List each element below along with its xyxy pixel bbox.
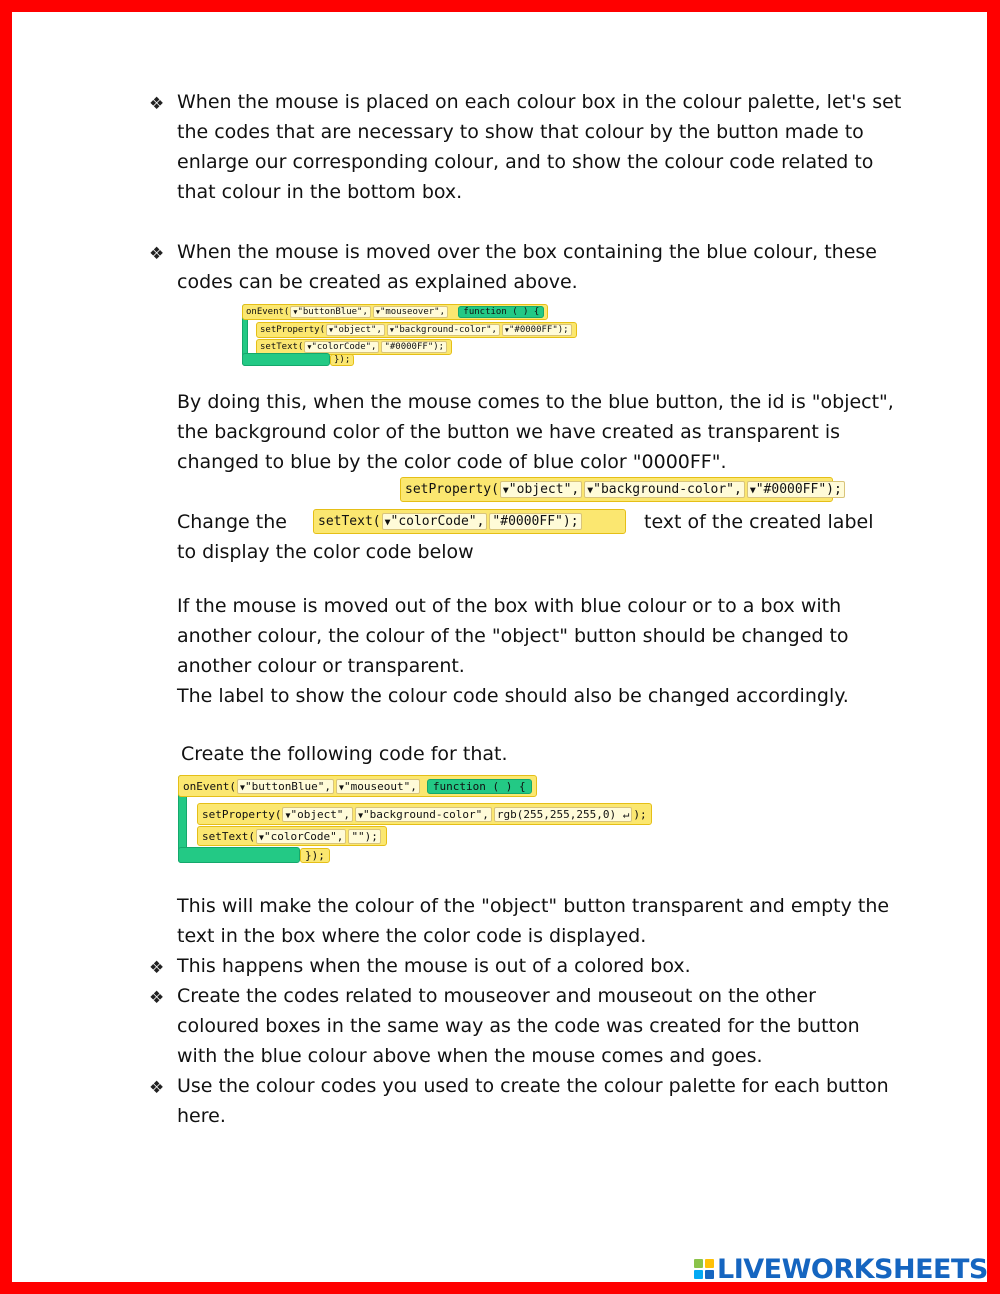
function-block: function ( ) { [458,306,544,318]
paragraph-line: that colour in the bottom box. [177,181,463,203]
dropdown-triangle-icon: ▼ [587,485,594,496]
paragraph-line: with the blue colour above when the mouse comes and goes. [177,1045,763,1067]
code-arg: "object", [508,482,580,497]
diamond-bullet-icon: ❖ [149,988,165,1008]
liveworksheets-logo [694,1254,988,1284]
dropdown-triangle-icon: ▼ [258,831,264,842]
code-keyword: setText( [318,514,381,529]
dropdown-triangle-icon: ▼ [358,809,364,820]
code-arg: rgb(255,255,255,0) [496,807,617,821]
paragraph-line: If the mouse is moved out of the box with blue colour or to a box with [177,595,842,617]
function-block: function ( ) { [427,779,532,794]
code-arg: "buttonBlue", [297,307,368,317]
paragraph-line: This will make the colour of the "object" button transparent and empty the [177,895,890,917]
dropdown-triangle-icon: ▼ [339,781,345,792]
block-foot [178,847,300,863]
return-arrow-icon: ↵ [622,807,630,821]
onevent-block [242,304,548,320]
dropdown-triangle-icon: ▼ [375,308,380,316]
paragraph-line: Use the colour codes you used to create the colour palette for each button [177,1075,889,1097]
code-arg: "background-color", [393,325,497,335]
paragraph-line: Create the codes related to mouseover and mouseout on the other [177,985,816,1007]
paragraph-line: here. [177,1105,226,1127]
code-keyword: setText( [202,829,255,843]
paragraph-line: the background color of the button we have created as transparent is [177,421,841,443]
settext-block [197,826,387,846]
paragraph-line: changed to blue by the color code of blue color "0000FF". [177,451,727,473]
paragraph-line: When the mouse is moved over the box containing the blue colour, these [177,241,877,263]
code-brace: { [533,307,540,317]
paragraph-line: coloured boxes in the same way as the code was created for the button [177,1015,860,1037]
dropdown-triangle-icon: ▼ [307,343,312,351]
code-block-settext [313,509,626,534]
code-keyword: setProperty( [202,807,282,821]
paragraph-line: to display the color code below [177,541,474,563]
block-foot [242,353,330,366]
diamond-bullet-icon: ❖ [149,958,165,978]
setproperty-block [256,322,577,338]
code-brace: }); [330,354,354,366]
paragraph-line: another colour, the colour of the "object" button should be changed to [177,625,849,647]
dropdown-triangle-icon: ▼ [293,308,298,316]
dropdown-triangle-icon: ▼ [389,326,394,334]
rgb-block [494,807,632,822]
paragraph-line: This happens when the mouse is out of a colored box. [177,955,691,977]
code-arg: ""); [351,829,378,843]
logo-grid-icon [694,1259,714,1279]
code-brace: }); [300,848,330,863]
logo-text: LIVEWORKSHEETS [717,1253,988,1285]
diamond-bullet-icon: ❖ [149,1078,165,1098]
code-arg: "object", [290,807,351,821]
code-keyword: function [432,779,486,793]
paragraph-line: By doing this, when the mouse comes to the blue button, the id is "object", [177,391,894,413]
dropdown-triangle-icon: ▼ [384,517,391,528]
code-arg: "background-color", [363,807,489,821]
code-keyword: setText( [260,342,304,352]
onevent-block [178,775,537,797]
paragraph-line: The label to show the colour code should also be changed accordingly. [177,685,849,707]
code-arg: "colorCode", [263,829,344,843]
diamond-bullet-icon: ❖ [149,244,165,264]
paragraph-line: Change the [177,511,287,533]
code-brace: { [518,779,526,793]
block-closing [242,352,354,367]
code-arg: "colorCode", [311,342,377,352]
dropdown-triangle-icon: ▼ [749,485,756,496]
code-brace: ); [633,807,647,821]
code-arg: "#0000FF"); [509,325,569,335]
code-arg: "mouseout", [344,779,417,793]
code-keyword: setProperty( [260,325,326,335]
code-arg: "#0000FF"); [384,342,445,352]
code-keyword: function [463,307,507,317]
code-block-mouseout [178,773,718,867]
code-keyword: onEvent( [246,307,290,317]
paragraph-line: Create the following code for that. [181,743,508,765]
code-arg: "#0000FF"); [755,482,842,497]
code-arg: "#0000FF"); [492,514,579,529]
code-block-mouseover [242,302,582,368]
diamond-bullet-icon: ❖ [149,94,165,114]
code-arg: "background-color", [593,482,742,497]
dropdown-triangle-icon: ▼ [239,781,245,792]
code-keyword: setProperty( [405,482,499,497]
paragraph-line: codes can be created as explained above. [177,271,578,293]
dropdown-triangle-icon: ▼ [285,809,291,820]
paragraph-line: the codes that are necessary to show that colour by the button made to [177,121,864,143]
paragraph-line: enlarge our corresponding colour, and to show the colour code related to [177,151,874,173]
code-arg: "mouseover", [379,307,445,317]
paragraph-line: text in the box where the color code is displayed. [177,925,647,947]
code-arg: "colorCode", [390,514,485,529]
block-closing [178,846,330,864]
paragraph-line: When the mouse is placed on each colour box in the colour palette, let's set [177,91,902,113]
code-arg: "object", [333,325,382,335]
paragraph-line: another colour or transparent. [177,655,465,677]
paragraph-line: text of the created label [644,511,874,533]
setproperty-block [197,803,652,825]
code-block-setproperty [400,477,842,502]
code-keyword: onEvent( [183,779,236,793]
dropdown-triangle-icon: ▼ [504,326,509,334]
dropdown-triangle-icon: ▼ [329,326,334,334]
code-arg: "buttonBlue", [244,779,332,793]
dropdown-triangle-icon: ▼ [502,485,509,496]
